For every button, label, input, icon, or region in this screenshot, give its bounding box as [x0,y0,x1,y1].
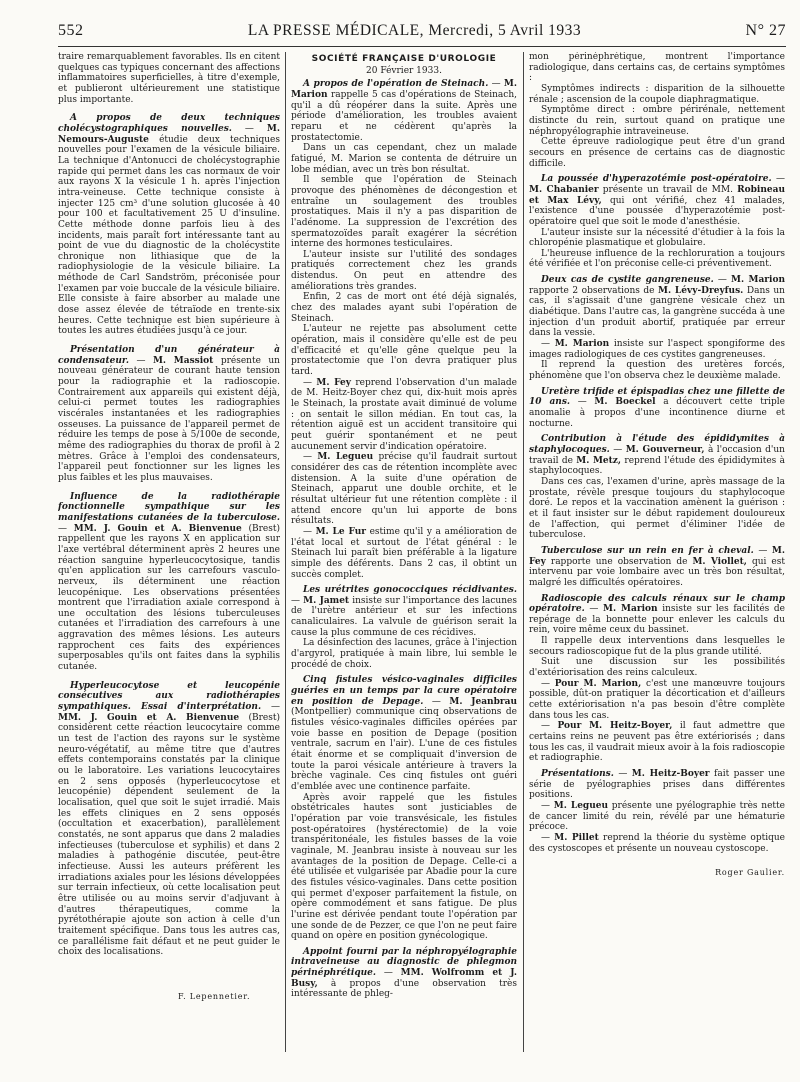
column-1 [58,52,280,1082]
paragraph: Symptôme direct : ombre périrénale, nettement distincte du rein, surtout quand on pratique une néphropyélographie intraveineuse. [529,105,785,137]
discussion-marion: — Pour M. Marion, c'est une manœuvre toujours possible, dût-on pratiquer la décortication et d'ailleurs cette extériorisation n'a pas besoin d'être complète dans tous les cas. [529,678,785,721]
article-title: A propos de deux techniques cholécystographiques nouvelles. [58,113,280,134]
paragraph: Cette épreuve radiologique peut être d'un grand secours en présence de certains cas de diagnostic difficile. [529,137,785,169]
author-name: M. Lévy-Dreyfus. [658,285,744,296]
signature: Roger Gaulier. [715,868,785,878]
paragraph: Dans un cas cependant, chez un malade fatigué, M. Marion se contenta de détruire un lobe médian, avec un très bon résultat. [291,143,517,175]
article-title: Influence de la radiothérapie fonctionnelle sympathique sur les manifestations cutanées de la tuberculose. [58,491,280,523]
header-rule [58,46,786,47]
paragraph: c'est une manœuvre toujours possible, dût-on pratiquer la décortication et d'ailleurs cette extériorisation n'a pas besoin d'être complète dans tous les cas. [529,678,785,721]
paragraph: rapporte 2 observations de [529,285,655,296]
article-hyperleucocytose: Hyperleucocytose et leucopénie consécutives aux radiothérapies sympathiques. Essai d'interprétation. — MM. J. Gouin et A. Bienvenue (Brest) considèrent cette réaction leucocytaire comme un test de l'action des rayons sur le système neuro-végétatif, au même titre que d'autres effets contemporains constatés par la clinique ou le laboratoire. Les variations leucocytaires en 2 sens opposés (hyperleucocytose et leucopénie) dépendent seulement de la localisation, quel que soit le sujet irradié. Mais les effets cliniques en 2 sens opposés (occultation et exacerbation), parallèlement constatés, ne sont apparus que dans 2 maladies infectieuses (tuberculose et syphilis) et dans 2 maladies à pathogénie discutée, peut-être infectieuse. Aussi les auteurs préfèrent les irradiations axiales pour les lésions développées sur terrain infectieux, où cette localisation peut être utilisée ou au moins servir d'adjuvant à d'autres thérapeutiques, comme la pyrétothérapie ajoute son action à celle d'un traitement spécifique. Dans tous les autres cas, ce parallélisme fait défaut et ne peut guider le choix des localisations. [58,680,280,958]
author-name: MM. J. Gouin et A. Bienvenue [73,523,242,534]
article-title: Contribution à l'étude des épididymites à staphylocoques. [529,434,785,455]
paragraph: L'auteur insiste sur l'utilité des sondages pratiqués correctement chez les grands distendus. On peut en attendre des améliorations très grandes. [291,249,517,292]
column-2 [291,52,517,1082]
session-date: 20 Février 1933. [366,65,442,76]
author-name: Robineau et Max Lévy, [529,184,785,206]
paragraph: reprend l'observation d'un malade de M. Heitz-Boyer chez qui, dix-huit mois après le Steinach, la prostate avait diminué de volume : on sentait le sillon médian. En tout cas, la rétention aiguë est un accident transitoire qui peut guérir spontanément et ne peut aucunement servir d'indication opératoire. [291,377,517,452]
page-number: 552 [58,22,84,39]
paragraph: présente un nouveau générateur de courant haute tension pour la radiographie et la radioscopie. Contrairement aux appareils qui existent déjà, celui-ci permet toutes les radiographies viscérales instantanées et les radiographies osseuses. La puissance de l'appareil permet de réduire les temps de pose à 5/100e de seconde, même des radiographies du thorax de profil à 2 mètres. Grâce à l'emploi des condensateurs, l'appareil peut fonctionner sur les lignes les plus faibles et les plus mauvaises. [58,355,280,483]
author-name: MM. Wolfromm et J. Busy, [291,968,517,989]
discussion-legueu: — M. Legueu présente une pyélographie très nette de cancer limité du rein, révélé par une hématurie précoce. [529,800,785,833]
paragraph: Après avoir rappelé que les fistules obstétricales hautes sont justiciables de l'opération par voie transvésicale, les fistules post-opératoires (hystérectomie) de la voie transpéritonéale, les fistules basses de la voie vaginale, M. Jeanbrau insiste à nouveau sur les avantages de la position de Depage. Celle-ci a été utilisée et vulgarisée par Abadie pour la cure des fistules vésico-vaginales. Dans cette position qui permet d'exposer parfaitement la fistule, on opère commodément et sans fatigue. De plus l'urine est dérivée pendant toute l'opération par une sonde de de Pezzer, ce que l'on ne peut faire quand on opère en position gynécologique. [291,792,517,942]
article-phlegmon: Appoint fourni par la néphropyélographie intraveineuse au diagnostic de phlegmon périnéphrétique. — MM. Wolfromm et J. Busy, à propos d'une observation très intéressante de phleg- [291,946,517,1000]
article-title: Radioscopie des calculs rénaux sur le champ opératoire. [529,593,785,615]
author-name: M. Nemours-Auguste [58,123,280,145]
author-name: Pour M. Marion, [554,678,642,689]
author-name: M. Jamet [303,595,350,606]
paragraph: rapporte une observation de [550,556,688,567]
author-name: MM. J. Gouin et A. Bienvenue [58,712,240,723]
author-name: M. Marion [291,79,517,100]
column-divider [285,52,286,1052]
paragraph: L'auteur ne rejette pas absolument cette opération, mais il considère qu'elle est de peu d'efficacité et qu'elle gêne quelque peu la prostatectomie que l'on devra pratiquer plus tard. [291,324,517,378]
paragraph: reprend l'étude des épididymites à staphylocoques. [529,455,785,477]
paragraph: insiste sur l'aspect spongiforme des images radiologiques de ces cystites gangreneuses. [529,339,785,360]
discussion-fey: — M. Fey reprend l'observation d'un malade de M. Heitz-Boyer chez qui, dix-huit mois après le Steinach, la prostate avait diminué de volume : on sentait le sillon médian. En tout cas, la rétention aiguë est un accident transitoire qui peut guérir spontanément et ne peut aucunement servir d'indication opératoire. [291,377,517,452]
article-title: Uretère trifide et épispadias chez une fillette de 10 ans. [529,386,785,408]
discussion-marion: — M. Marion insiste sur l'aspect spongiforme des images radiologiques de ces cystites gangreneuses. [529,339,785,360]
article-title: Tuberculose sur un rein en fer à cheval. [541,545,754,556]
paragraph: qui est intervenu par voie lombaire avec un très bon résultat, malgré les difficultés opératoires. [529,556,785,588]
article-title: Présentations. [541,769,614,779]
author-name: M. Fey [529,545,785,567]
author-name: M. Massiot [152,355,214,366]
paragraph: Suit une discussion sur les possibilités d'extériorisation des reins calculeux. [529,657,785,679]
author-name: M. Marion [731,275,785,286]
paragraph: Il rappelle deux interventions dans lesquelles le secours radioscopique fut de la plus grande utilité. [529,636,785,657]
column-divider [523,52,524,1052]
author-name: M. Marion [603,604,658,615]
article-title: Cinq fistules vésico-vaginales difficiles guéries en un temps par la cure opératoire en position de Depage. [291,675,517,707]
author-name: M. Viollet, [692,556,747,567]
author-name: M. Jeanbrau [449,696,517,707]
article-cholecystography: A propos de deux techniques cholécystographiques nouvelles. — M. Nemours-Auguste étudie deux techniques nouvelles pour l'examen de la vésicule biliaire. La technique d'Antonucci de cholécystographie rapide qui permet dans les cas normaux de voir aux rayons X la vésicule 1 h. après l'injection intra-veineuse. Cette technique consiste à injecter 125 cm³ d'une solution glucosée à 40 pour 100 et facultativement 25 U d'insuline. Cette méthode donne parfois lieu à des incidents, mais paraît fort intéressante tant au point de vue du diagnostic de la cholécystite chronique non lithiasique que de la radiophysiologie de la vésicule biliaire. La méthode de Carl Sandström, préconisée pour l'examen par voie buccale de la vésicule biliaire. Elle consiste à faire absorber au malade une dose assez élevée de tétraïode en trente-six heures. Cette technique est bien supérieure à toutes les autres étudiées jusqu'à ce jour. [58,113,280,337]
author-name: M. Fey [316,377,351,388]
article-title: Les urétrites gonococciques récidivantes. [303,585,517,596]
article-fer-a-cheval: Tuberculose sur un rein en fer à cheval. — M. Fey rapporte une observation de M. Viollet, qui est intervenu par voie lombaire avec un très bon résultat, malgré les difficultés opératoires. [529,545,785,588]
page-header [58,22,786,44]
author-name: M. Le Fur [315,526,366,537]
paragraph: à l'occasion d'un travail de [529,444,785,466]
paragraph: Enfin, 2 cas de mort ont été déjà signalés, chez des malades ayant subi l'opération de Steinach. [291,292,517,324]
author-name: M. Boeckel [594,397,656,408]
paragraph: Il semble que l'opération de Steinach provoque des phénomènes de décongestion et entraîne un soulagement des troubles prostatiques. Mais il n'y a pas disparition de l'adénome. La suppression de l'excrétion des spermatozoïdes paraît exagérer la sécrétion interne des hormones testiculaires. [291,175,517,250]
paragraph: insiste sur les facilités de repérage de la bonnette pour enlever les calculs du rein, voire même ceux du bassinet. [529,604,785,636]
article-radioscopie: Radioscopie des calculs rénaux sur le champ opératoire. — M. Marion insiste sur les facilités de repérage de la bonnette pour enlever les calculs du rein, voire même ceux du bassinet. [529,593,785,636]
author-name: M. Pillet [554,832,599,843]
paragraph: La désinfection des lacunes, grâce à l'injection d'argyrol, pratiquée à main libre, lui semble le procédé de choix. [291,638,517,670]
discussion-lefur: — M. Le Fur estime qu'il y a amélioration de l'état local et surtout de l'état général : le Steinach lui paraît bien préférable à la ligature simple des déférents. Dans 2 cas, il obtint un succès complet. [291,526,517,580]
paragraph: mon périnéphrétique, montrent l'importance radiologique, dans certains cas, de certains symptômes : [529,52,785,84]
article-uretere: Uretère trifide et épispadias chez une fillette de 10 ans. — M. Boeckel a découvert cette triple anomalie à propos d'une incontinence diurne et nocturne. [529,386,785,429]
paragraph: estime qu'il y a amélioration de l'état local et surtout de l'état général : le Steinach lui paraît bien préférable à la ligature simple des déférents. Dans 2 cas, il obtint un succès complet. [291,526,517,580]
paragraph: reprend la théorie du système optique des cystoscopes et présente un nouveau cystoscope. [529,832,785,854]
paragraph: L'heureuse influence de la rechloruration a toujours été vérifiée et l'on préconise celle-ci préventivement. [529,248,785,270]
author-name: M. Legueu [553,800,609,811]
article-radiotherapie: Influence de la radiothérapie fonctionnelle sympathique sur les manifestations cutanées de la tuberculose. — MM. J. Gouin et A. Bienvenue (Brest) rappellent que les rayons X en application sur l'axe vertébral déterminent après 2 heures une réaction sanguine hyperleucocytosique, tandis qu'en application sur les carrefours vasculo-nerveux, ils déterminent une réaction leucopénique. Les observations présentées montrent que l'irradiation axiale correspond à une occultation des lésions tuberculeuses cutanées et l'irradiation des carrefours à une aggravation des mêmes lésions. Les auteurs rapprochent ces faits des expériences superposables qu'ils ont faites dans la syphilis cutanée. [58,491,280,673]
author-name: M. Heitz-Boyer [631,769,710,779]
author-name: M. Legueu [317,452,374,463]
paragraph: à propos d'une observation très intéressante de phleg- [291,978,517,1000]
author-name: M. Metz, [576,455,622,466]
paragraph: précise qu'il faudrait surtout considérer des cas de rétention incomplète avec distension. A la suite d'une opération de Steinach, apparut une double orchite, et le résultat ultérieur fut une rétention complète : il attend encore qu'un lui apporte de bons résultats. [291,452,517,527]
article-title: Hyperleucocytose et leucopénie consécutives aux radiothérapies sympathiques. Essai d'interprétation. [58,680,280,713]
article-title: Deux cas de cystite gangreneuse. [541,275,714,286]
paragraph: Il reprend la question des uretères forcés, phénomène que l'on observa chez le deuxième malade. [529,360,785,382]
paragraph: rappelle 5 cas d'opérations de Steinach, qu'il a dû réopérer dans la suite. Après une période d'amélioration, les troubles avaient reparu et ne cédèrent qu'après la prostatectomie. [291,89,517,143]
paragraph: traire remarquablement favorables. Ils en citent quelques cas typiques concernant des affections inflammatoires superficielles, à titre d'exemple, et publieront ultérieurement une statistique plus importante. [58,52,280,105]
article-fistules: Cinq fistules vésico-vaginales difficiles guéries en un temps par la cure opératoire en position de Depage. — M. Jeanbrau (Montpellier) communique cinq observations de fistules vésico-vaginales difficiles opérées par voie basse en position de Depage (position ventrale, sacrum en l'air). L'une de ces fistules était énorme et se compliquait d'inversion de toute la paroi vésicale antérieure à travers la brèche vaginale. Ces cinq fistules ont guéri d'emblée avec une continence parfaite. [291,675,517,792]
article-hyperazotemie: La poussée d'hyperazotémie post-opératoire. — M. Chabanier présente un travail de MM. Robineau et Max Lévy, qui ont vérifié, chez 41 malades, l'existence d'une poussée d'hyperazotémie post-opératoire quel que soit le mode d'anesthésie. [529,174,785,227]
article-title: A propos de l'opération de Steinach. [303,79,489,90]
paragraph: (Brest) considèrent cette réaction leucocytaire comme un test de l'action des rayons sur le système neuro-végétatif, au même titre que d'autres effets contemporains constatés par la clinique ou le laboratoire. Les variations leucocytaires en 2 sens opposés (hyperleucocytose et leucopénie) dépendent seulement de la localisation, quel que soit le sujet irradié. Mais les effets cliniques en 2 sens opposés (occultation et exacerbation), parallèlement constatés, ne sont apparus que dans 2 maladies infectieuses (tuberculose et syphilis) et dans 2 maladies à pathogénie discutée, peut-être infectieuse. Aussi les auteurs préfèrent les irradiations axiales pour les lésions développées sur terrain infectieux, où cette localisation peut être utilisée ou au moins servir d'adjuvant à d'autres thérapeutiques, comme la pyrétothérapie ajoute son action à celle d'un traitement spécifique. Dans tous les autres cas, ce parallélisme fait défaut et ne peut guider le choix des localisations. [58,712,280,958]
paragraph: il faut admettre que certains reins ne peuvent pas être extériorisés ; dans tous les cas, il vaudrait mieux avoir à la fois radioscopie et radiographie. [529,721,785,764]
paragraph: L'auteur insiste sur la nécessité d'étudier à la fois la chloropénie plasmatique et globulaire. [529,227,785,249]
article-cystite: Deux cas de cystite gangreneuse. — M. Marion rapporte 2 observations de M. Lévy-Dreyfus. Dans un cas, il s'agissait d'une gangrène vésicale chez un diabétique. Dans l'autre cas, la gangrène succéda à une injection d'un produit abortif, pratiquée par erreur dans la vessie. [529,275,785,339]
paragraph: fait passer une série de pyélographies prises dans différentes positions. [529,769,785,801]
article-columns [58,52,786,1082]
article-steinach: A propos de l'opération de Steinach. — M. Marion rappelle 5 cas d'opérations de Steinach, qu'il a dû réopérer dans la suite. Après une période d'amélioration, les troubles avaient reparu et ne cédèrent qu'après la prostatectomie. [291,79,517,143]
paragraph: (Brest) rappellent que les rayons X en application sur l'axe vertébral déterminent après 2 heures une réaction sanguine hyperleucocytosique, tandis qu'en application sur les carrefours vasculo-nerveux, ils déterminent une réaction leucopénique. Les observations présentées montrent que l'irradiation axiale correspond à une occultation des lésions tuberculeuses cutanées et l'irradiation des carrefours à une aggravation des mêmes lésions. Les auteurs rapprochent ces faits des expériences superposables qu'ils ont faites dans la syphilis cutanée. [58,523,280,673]
issue-number: N° 27 [745,22,786,39]
article-uretrites: Les urétrites gonococciques récidivantes. — M. Jamet insiste sur l'importance des lacunes de l'urètre antérieur et sur les infections canaliculaires. La valvule de guérison serait la cause la plus commune de ces récidives. [291,585,517,638]
paragraph: (Montpellier) communique cinq observations de fistules vésico-vaginales difficiles opérées par voie basse en position de Depage (position ventrale, sacrum en l'air). L'une de ces fistules était énorme et se compliquait d'inversion de toute la paroi vésicale antérieure à travers la brèche vaginale. Ces cinq fistules ont guéri d'emblée avec une continence parfaite. [291,707,517,792]
paragraph: Dans un cas, il s'agissait d'une gangrène vésicale chez un diabétique. Dans l'autre cas, la gangrène succéda à une injection d'un produit abortif, pratiquée par erreur dans la vessie. [529,285,785,339]
paragraph: qui ont vérifié, chez 41 malades, l'existence d'une poussée d'hyperazotémie post-opératoire quel que soit le mode d'anesthésie. [529,195,785,227]
author-name: M. Gouverneur, [625,444,705,455]
author-name: Pour M. Heitz-Boyer, [557,721,673,732]
paragraph: insiste sur l'importance des lacunes de l'urètre antérieur et sur les infections canaliculaires. La valvule de guérison serait la cause la plus commune de ces récidives. [291,595,517,638]
column-3 [529,52,785,1082]
paragraph: étudie deux techniques nouvelles pour l'examen de la vésicule biliaire. La technique d'Antonucci de cholécystographie rapide qui permet dans les cas normaux de voir aux rayons X la vésicule 1 h. après l'injection intra-veineuse. Cette technique consiste à injecter 125 cm³ d'une solution glucosée à 40 pour 100 et facultativement 25 U d'insuline. Cette méthode donne parfois lieu à des incidents, mais paraît fort intéressante tant au point de vue du diagnostic de la cholécystite chronique non lithiasique que de la radiophysiologie de la vésicule biliaire. La méthode de Carl Sandström, préconisée pour l'examen par voie buccale de la vésicule biliaire. Elle consiste à faire absorber au malade une dose assez élevée de tétraïode en trente-six heures. Cette technique est bien supérieure à toutes les autres étudiées jusqu'à ce jour. [58,134,280,337]
discussion-legueu: — M. Legueu précise qu'il faudrait surtout considérer des cas de rétention incomplète avec distension. A la suite d'une opération de Steinach, apparut une double orchite, et le résultat ultérieur fut une rétention complète : il attend encore qu'un lui apporte de bons résultats. [291,452,517,527]
paragraph: présente un travail de MM. [602,184,733,195]
author-name: M. Chabanier [529,184,599,195]
author-name: M. Marion [554,339,610,350]
signature: F. Lepennetier. [178,992,251,1001]
paragraph: Symptômes indirects : disparition de la silhouette rénale ; ascension de la coupole diaphragmatique. [529,83,785,105]
discussion-pillet: — M. Pillet reprend la théorie du système optique des cystoscopes et présente un nouveau cystoscope. [529,832,785,854]
paragraph: Dans ces cas, l'examen d'urine, après massage de la prostate, révèle presque toujours du staphylocoque doré. Le repos et la vaccination amènent la guérison : et il faut insister sur le début rapidement douloureux de l'affection, qui permet d'éliminer l'idée de tuberculose. [529,476,785,541]
journal-title: LA PRESSE MÉDICALE, Mercredi, 5 Avril 1933 [247,22,582,39]
paragraph: présente une pyélographie très nette de cancer limité du rein, révélé par une hématurie précoce. [529,800,785,833]
society-heading: SOCIÉTÉ FRANÇAISE D'UROLOGIE [311,54,497,64]
article-title: Présentation d'un générateur à condensateur. [58,345,280,366]
article-title: La poussée d'hyperazotémie post-opératoire. [541,174,772,185]
article-title: Appoint fourni par la néphropyélographie intraveineuse au diagnostic de phlegmon périnéphrétique. [291,946,517,979]
article-generateur: Présentation d'un générateur à condensateur. — M. Massiot présente un nouveau générateur de courant haute tension pour la radiographie et la radioscopie. Contrairement aux appareils qui existent déjà, celui-ci permet toutes les radiographies viscérales instantanées et les radiographies osseuses. La puissance de l'appareil permet de réduire les temps de pose à 5/100e de seconde, même des radiographies du thorax de profil à 2 mètres. Grâce à l'emploi des condensateurs, l'appareil peut fonctionner sur les lignes les plus faibles et les plus mauvaises. [58,345,280,483]
article-presentations: Présentations. — M. Heitz-Boyer fait passer une série de pyélographies prises dans différentes positions. [529,769,785,801]
paragraph: a découvert cette triple anomalie à propos d'une incontinence diurne et nocturne. [529,397,785,429]
article-epididymites: Contribution à l'étude des épididymites à staphylocoques. — M. Gouverneur, à l'occasion d'un travail de M. Metz, reprend l'étude des épididymites à staphylocoques. [529,434,785,477]
discussion-heitz-boyer: — Pour M. Heitz-Boyer, il faut admettre que certains reins ne peuvent pas être extériorisés ; dans tous les cas, il vaudrait mieux avoir à la fois radioscopie et radiographie. [529,721,785,764]
